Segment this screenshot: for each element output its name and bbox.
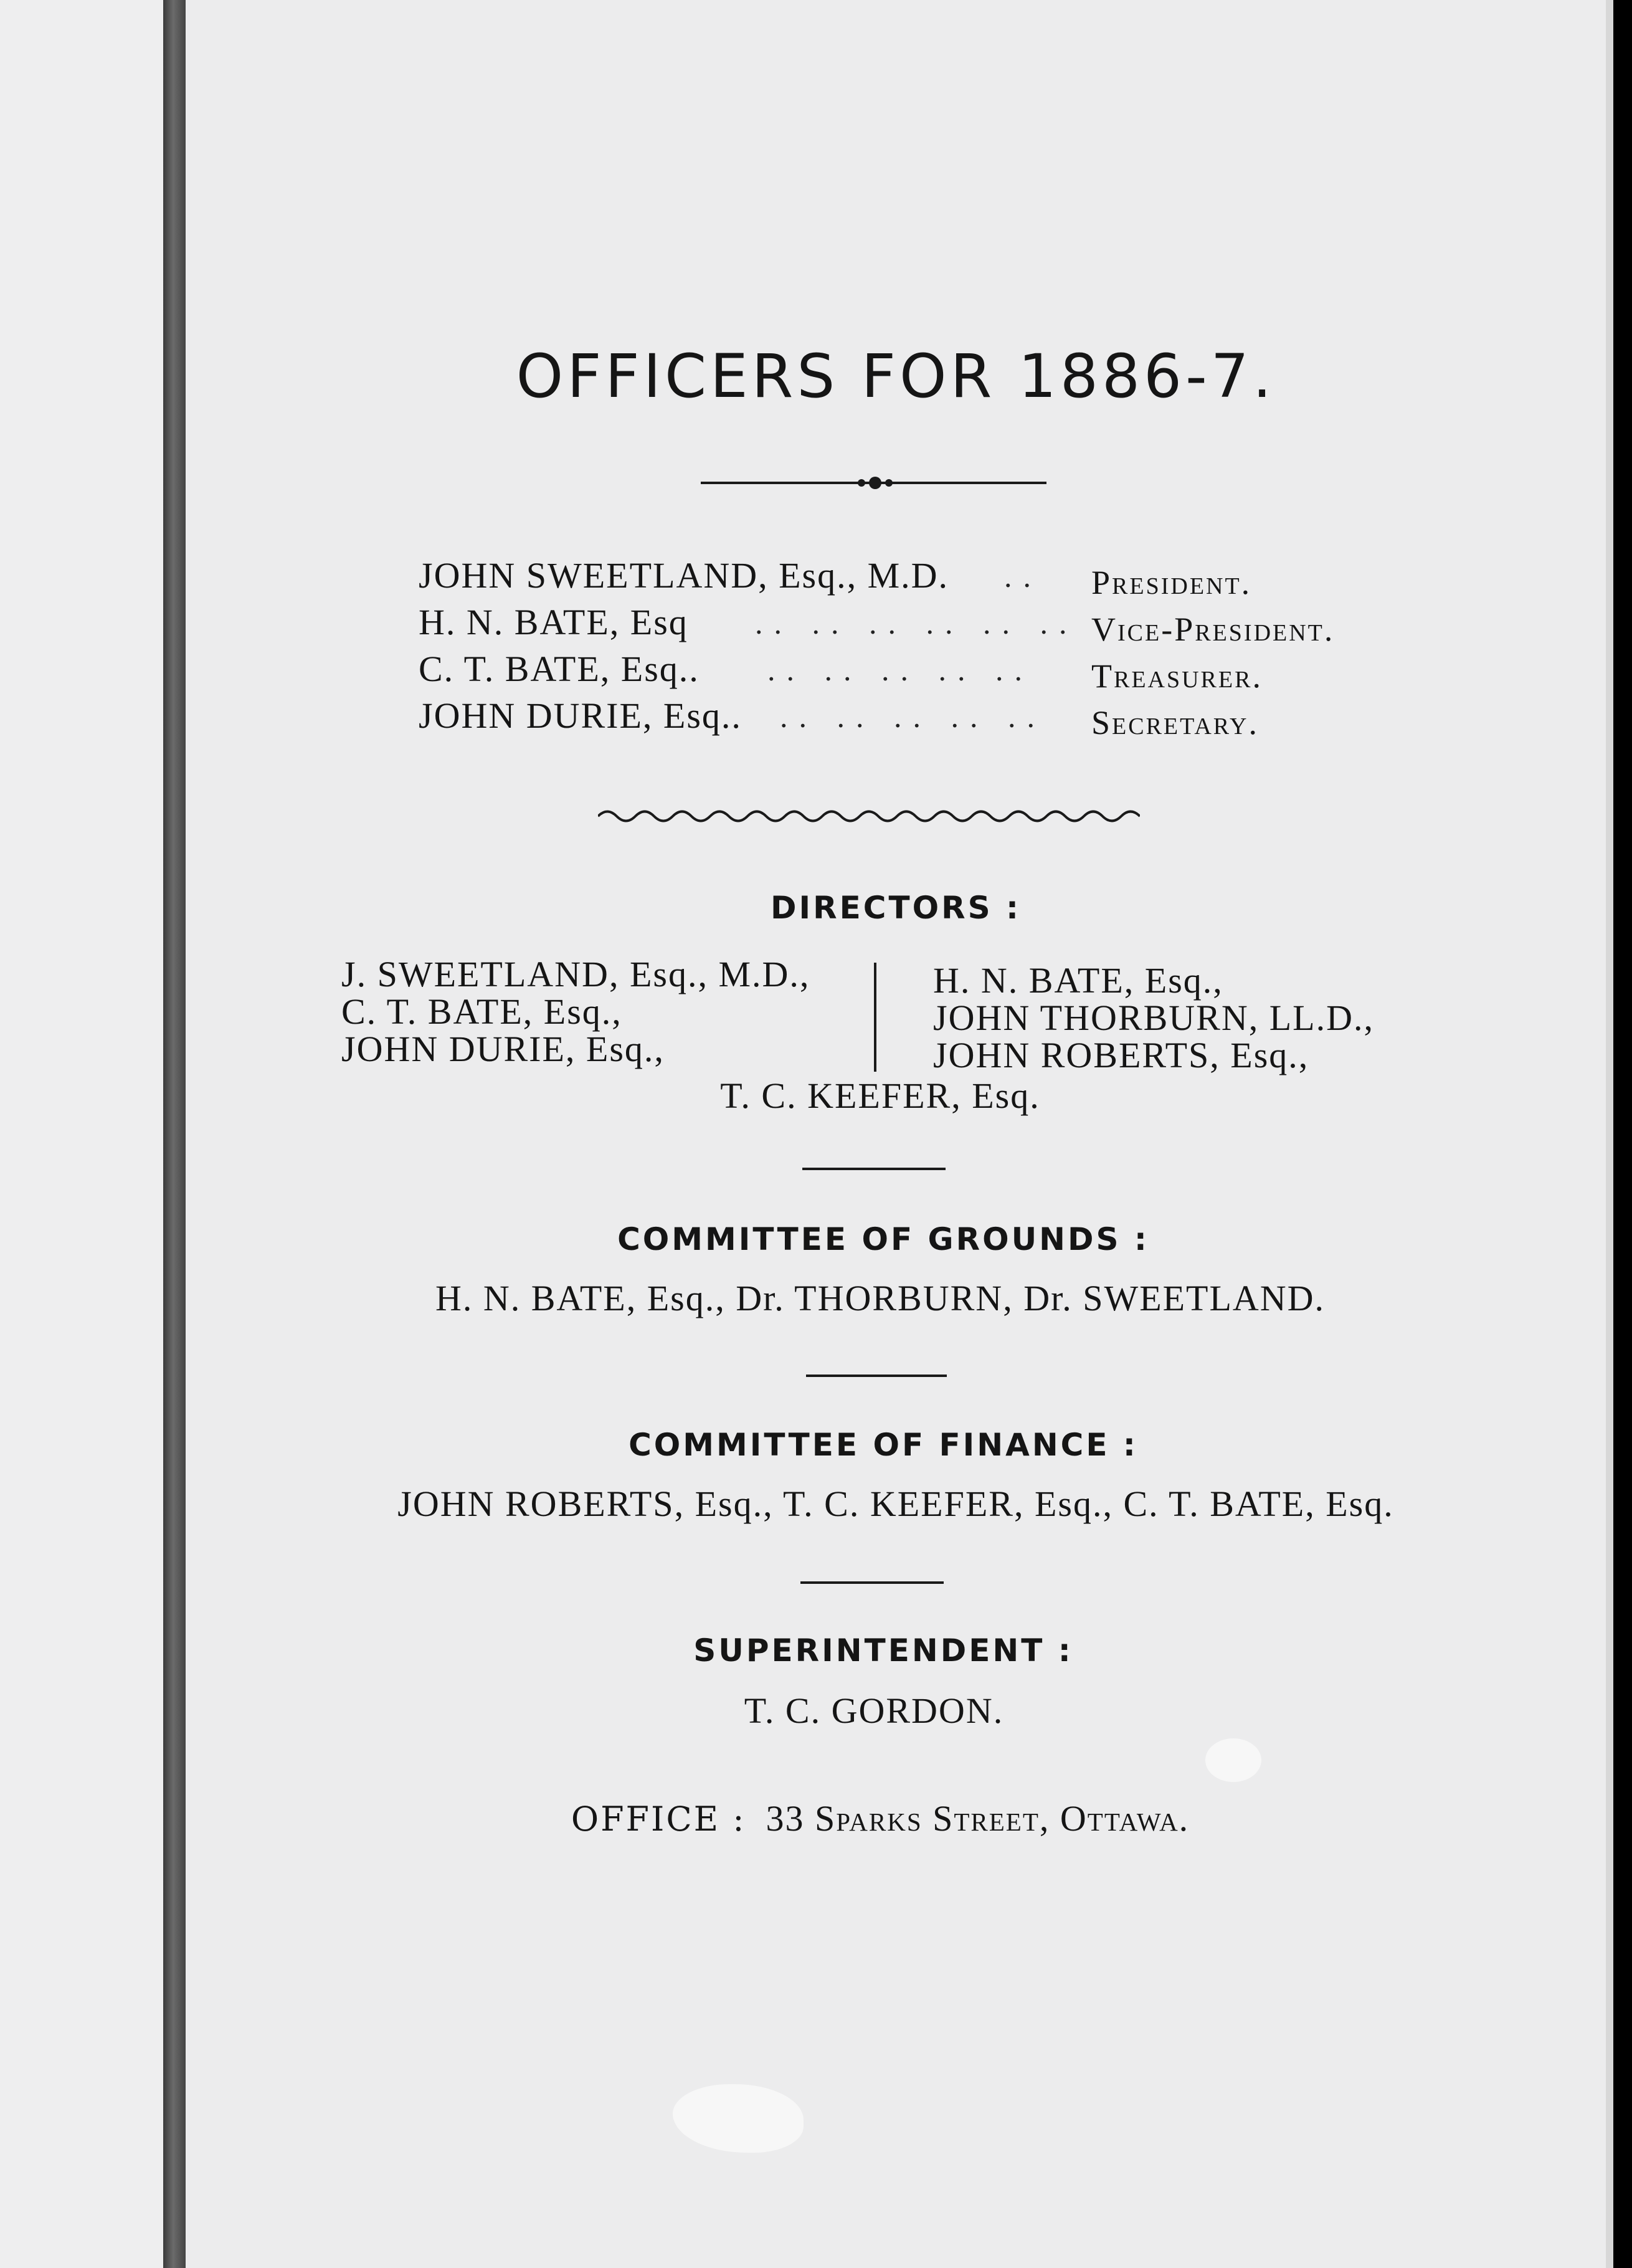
- officer-role: Treasurer.: [1091, 657, 1263, 695]
- section-rule: [802, 1168, 946, 1170]
- document-page: [186, 0, 1606, 2268]
- book-spine: [163, 0, 186, 2268]
- ornament-rule: [701, 474, 1046, 492]
- leader-dots: ..: [1004, 559, 1042, 594]
- director-name: JOHN ROBERTS, Esq.,: [933, 1035, 1309, 1075]
- leader-dots: .. .. .. .. ..: [780, 699, 1046, 734]
- officer-row: [419, 648, 1365, 693]
- page-edge: [1606, 0, 1613, 2268]
- officer-name: H. N. BATE, Esq: [419, 602, 688, 642]
- director-name: T. C. KEEFER, Esq.: [720, 1075, 1040, 1116]
- officer-name: JOHN SWEETLAND, Esq., M.D.: [419, 555, 949, 596]
- section-rule: [800, 1581, 944, 1584]
- director-name: JOHN THORBURN, LL.D.,: [933, 998, 1374, 1038]
- director-name: JOHN DURIE, Esq.,: [341, 1029, 665, 1069]
- superintendent-name: T. C. GORDON.: [744, 1690, 1004, 1731]
- wavy-ornament: [598, 804, 1140, 829]
- director-name: H. N. BATE, Esq.,: [933, 960, 1223, 1001]
- office-address: 33 Sparks Street, Ottawa.: [766, 1798, 1190, 1839]
- director-name: C. T. BATE, Esq.,: [341, 991, 622, 1032]
- grounds-heading: COMMITTEE OF GROUNDS :: [617, 1221, 1149, 1257]
- officer-role: Vice-President.: [1091, 611, 1335, 648]
- officer-name: JOHN DURIE, Esq..: [419, 695, 742, 736]
- directors-heading: DIRECTORS :: [771, 890, 1021, 926]
- office-line: [186, 1798, 1575, 1839]
- officer-name: C. T. BATE, Esq..: [419, 649, 700, 689]
- officer-row: [419, 695, 1365, 740]
- column-divider: [874, 963, 876, 1072]
- director-name: J. SWEETLAND, Esq., M.D.,: [341, 954, 810, 994]
- officer-role: President.: [1091, 564, 1252, 601]
- leader-dots: .. .. .. .. .. ..: [755, 606, 1078, 641]
- officer-role: Secretary.: [1091, 704, 1259, 741]
- officer-row: [419, 601, 1365, 646]
- leader-dots: .. .. .. .. ..: [767, 652, 1033, 687]
- page-title: OFFICERS FOR 1886-7.: [516, 341, 1276, 411]
- finance-heading: COMMITTEE OF FINANCE :: [629, 1427, 1138, 1463]
- finance-members: JOHN ROBERTS, Esq., T. C. KEEFER, Esq., C. T. BATE, Esq.: [397, 1484, 1394, 1524]
- superintendent-heading: SUPERINTENDENT :: [693, 1632, 1073, 1669]
- office-label: OFFICE :: [571, 1799, 746, 1839]
- grounds-members: H. N. BATE, Esq., Dr. THORBURN, Dr. SWEETLAND.: [435, 1278, 1326, 1318]
- paper-blemish: [1205, 1738, 1261, 1782]
- section-rule: [806, 1375, 947, 1377]
- officer-row: [419, 555, 1365, 599]
- facing-page: [0, 0, 163, 2268]
